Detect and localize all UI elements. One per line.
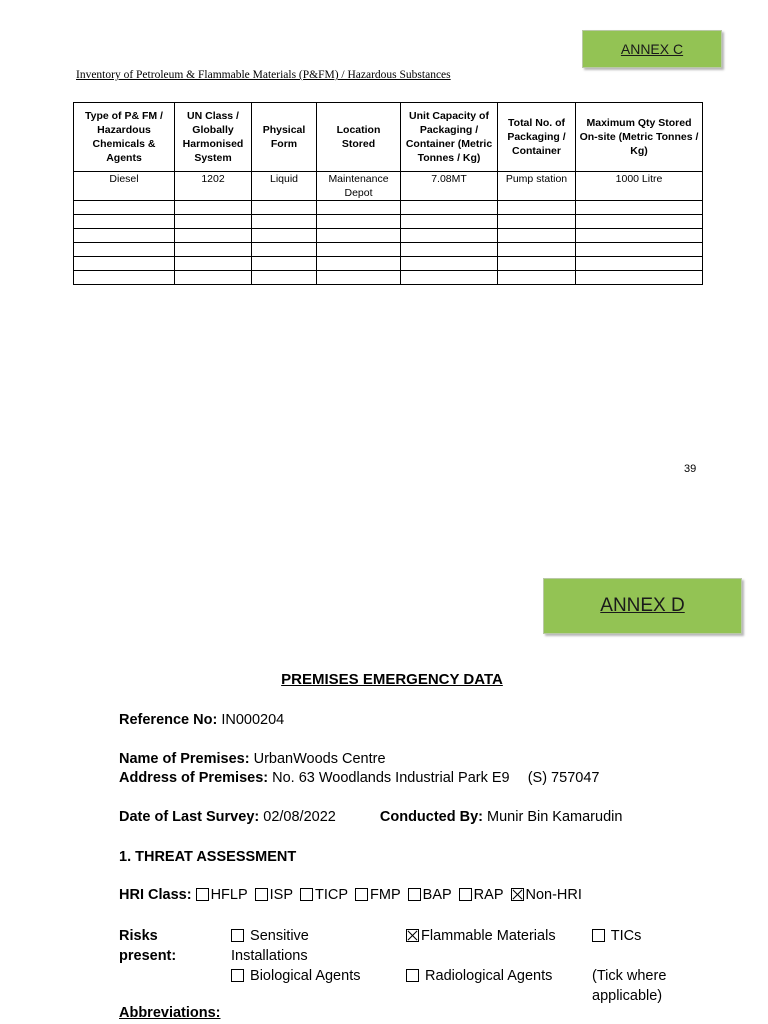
hri-option-hflp[interactable]: [196, 887, 248, 903]
header-max-qty: Maximum Qty Stored On-site (Metric Tonnes / Kg): [576, 103, 703, 172]
hri-option-label: BAP: [422, 887, 452, 903]
tick-note: [592, 966, 666, 1006]
checkbox-radiological-agents[interactable]: [406, 969, 419, 982]
checkbox-sensitive-installations[interactable]: [231, 929, 244, 942]
risk-tics[interactable]: [592, 926, 641, 946]
header-un-class: UN Class / Globally Harmonised System: [175, 103, 252, 172]
header-total-no: Total No. of Packaging / Container: [498, 103, 576, 172]
reference-value: IN000204: [221, 712, 285, 728]
risk-biological-label: Biological Agents: [250, 968, 361, 984]
checkbox-hri-rap[interactable]: [459, 888, 472, 901]
hri-class-line: [119, 887, 589, 903]
cell-physical-form: Liquid: [252, 172, 317, 201]
risk-sensitive-label: Sensitive: [250, 928, 309, 944]
hri-option-non-hri[interactable]: [511, 887, 582, 903]
annex-d-label: ANNEX D: [543, 578, 742, 634]
page-number: 39: [684, 463, 697, 475]
cell-max-qty: 1000 Litre: [576, 172, 703, 201]
hri-option-ticp[interactable]: [300, 887, 348, 903]
risk-tics-label: TICs: [610, 928, 642, 944]
hri-option-bap[interactable]: [408, 887, 452, 903]
hri-option-label: RAP: [473, 887, 504, 903]
hri-option-isp[interactable]: [255, 887, 293, 903]
table-row-empty: [74, 201, 703, 215]
risks-label-line2: present:: [119, 948, 177, 964]
table-row-empty: [74, 229, 703, 243]
hri-option-label: TICP: [315, 887, 349, 903]
cell-location: Maintenance Depot: [317, 172, 401, 201]
hri-option-label: Non-HRI: [525, 887, 582, 903]
risk-sensitive-label-line2: Installations: [231, 948, 308, 964]
risks-label-line1: Risks: [119, 928, 158, 944]
tick-note-line1: (Tick where: [592, 968, 667, 984]
checkbox-biological-agents[interactable]: [231, 969, 244, 982]
hri-option-label: FMP: [370, 887, 401, 903]
header-unit-capacity: Unit Capacity of Packaging / Container (Metric Tonnes / Kg): [401, 103, 498, 172]
inventory-table: [73, 102, 703, 285]
risk-biological-agents[interactable]: [231, 966, 360, 986]
table-row-empty: [74, 257, 703, 271]
checkbox-flammable-materials[interactable]: [406, 929, 419, 942]
checkbox-hri-ticp[interactable]: [300, 888, 313, 901]
section-heading-threat-assessment: 1. THREAT ASSESSMENT: [119, 849, 297, 865]
header-type: Type of P& FM / Hazardous Chemicals & Agents: [74, 103, 175, 172]
reference-line: [119, 712, 284, 728]
checkbox-hri-non-hri[interactable]: [511, 888, 524, 901]
table-row: [74, 172, 703, 201]
checkbox-hri-hflp[interactable]: [196, 888, 209, 901]
tick-note-line2: applicable): [592, 988, 663, 1004]
hri-option-fmp[interactable]: [355, 887, 401, 903]
abbreviations-heading: Abbreviations:: [119, 1005, 221, 1021]
conducted-by-label: Conducted By:: [379, 809, 483, 825]
premises-name-value: UrbanWoods Centre: [253, 751, 386, 767]
header-physical-form: Physical Form: [252, 103, 317, 172]
hri-option-rap[interactable]: [459, 887, 504, 903]
risk-radiological-label: Radiological Agents: [425, 968, 553, 984]
annex-c-label: ANNEX C: [582, 30, 722, 68]
cell-total-no: Pump station: [498, 172, 576, 201]
risk-radiological-agents[interactable]: [406, 966, 552, 986]
risks-present-label: [119, 926, 176, 966]
table-row-empty: [74, 271, 703, 285]
premises-postal-code: (S) 757047: [527, 770, 600, 786]
risk-flammable-label: Flammable Materials: [421, 928, 556, 944]
risk-flammable-materials[interactable]: [406, 926, 556, 946]
table-row-empty: [74, 215, 703, 229]
checkbox-hri-isp[interactable]: [255, 888, 268, 901]
table-header-row: [74, 103, 703, 172]
cell-unit-capacity: 7.08MT: [401, 172, 498, 201]
cell-un-class: 1202: [175, 172, 252, 201]
cell-type: Diesel: [74, 172, 175, 201]
checkbox-hri-fmp[interactable]: [355, 888, 368, 901]
hri-option-label: HFLP: [210, 887, 248, 903]
premises-name-line: [119, 751, 386, 767]
hri-options: [196, 887, 589, 903]
premises-address-line: [119, 770, 599, 786]
premises-address-label: Address of Premises:: [119, 770, 269, 786]
header-location: Location Stored: [317, 103, 401, 172]
premises-address-value: No. 63 Woodlands Industrial Park E9: [272, 770, 510, 786]
checkbox-hri-bap[interactable]: [408, 888, 421, 901]
survey-line: [119, 809, 622, 825]
inventory-title: Inventory of Petroleum & Flammable Materials (P&FM) / Hazardous Substances: [76, 69, 451, 81]
premises-name-label: Name of Premises:: [119, 751, 250, 767]
checkbox-tics[interactable]: [592, 929, 605, 942]
hri-class-label: HRI Class:: [119, 887, 192, 903]
conducted-by-value: Munir Bin Kamarudin: [487, 809, 623, 825]
page-title: PREMISES EMERGENCY DATA: [281, 671, 503, 688]
risk-sensitive-installations[interactable]: [231, 926, 309, 966]
table-row-empty: [74, 243, 703, 257]
hri-option-label: ISP: [269, 887, 294, 903]
survey-date-value: 02/08/2022: [263, 809, 336, 825]
reference-label: Reference No:: [119, 712, 218, 728]
survey-date-label: Date of Last Survey:: [119, 809, 260, 825]
